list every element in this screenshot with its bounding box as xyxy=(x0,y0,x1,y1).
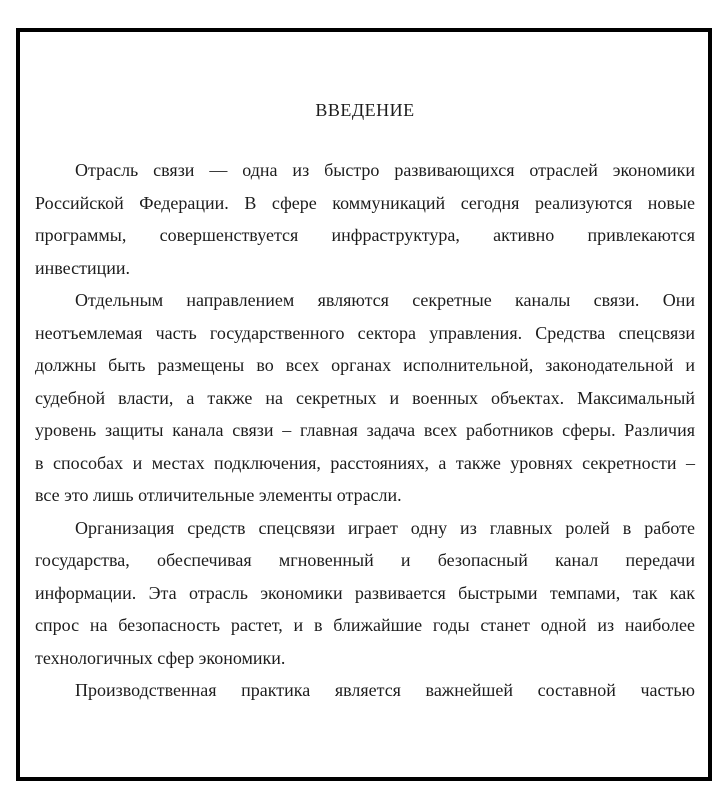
page-title: ВВЕДЕНИЕ xyxy=(315,100,415,120)
paragraph-line: государства, обеспечивая мгновенный и безопасный канал передачи xyxy=(35,550,695,570)
document-page-frame xyxy=(16,28,712,781)
paragraph-line: Производственная практика является важнейшей составной частью xyxy=(75,680,695,700)
document-page-content xyxy=(35,32,695,707)
paragraph-line: Организация средств спецсвязи играет одну из главных ролей в работе xyxy=(75,517,695,538)
paragraph-line: программы, совершенствуется инфраструктура, активно привлекаются xyxy=(35,225,695,245)
paragraph-line: инвестиции. xyxy=(35,257,130,278)
paragraph-line: уровень защиты канала связи – главная задача всех работников сферы. Различия xyxy=(35,420,695,440)
paragraph-line: Отрасль связи — одна из быстро развивающихся отраслей экономики xyxy=(75,160,695,180)
paragraph-line: судебной власти, а также на секретных и военных объектах. Максимальный xyxy=(35,387,695,408)
paragraph-line: должны быть размещены во всех органах исполнительной, законодательной и xyxy=(35,355,695,375)
paragraph xyxy=(35,512,695,675)
paragraph-line: Российской Федерации. В сфере коммуникаций сегодня реализуются новые xyxy=(35,192,695,213)
paragraph-line: технологичных сфер экономики. xyxy=(35,647,286,668)
paragraph-line: информации. Эта отрасль экономики развивается быстрыми темпами, так как xyxy=(35,582,695,603)
document-body xyxy=(35,154,695,707)
paragraph xyxy=(35,674,695,707)
paragraph xyxy=(35,154,695,284)
paragraph-line: спрос на безопасность растет, и в ближайшие годы станет одной из наиболее xyxy=(35,615,695,635)
paragraph-line: Отдельным направлением являются секретные каналы связи. Они xyxy=(75,290,695,310)
paragraph-line: все это лишь отличительные элементы отрасли. xyxy=(35,485,402,505)
paragraph-line: неотъемлемая часть государственного сектора управления. Средства спецсвязи xyxy=(35,322,695,343)
paragraph xyxy=(35,284,695,512)
paragraph-line: в способах и местах подключения, расстояниях, а также уровнях секретности – xyxy=(35,452,695,473)
